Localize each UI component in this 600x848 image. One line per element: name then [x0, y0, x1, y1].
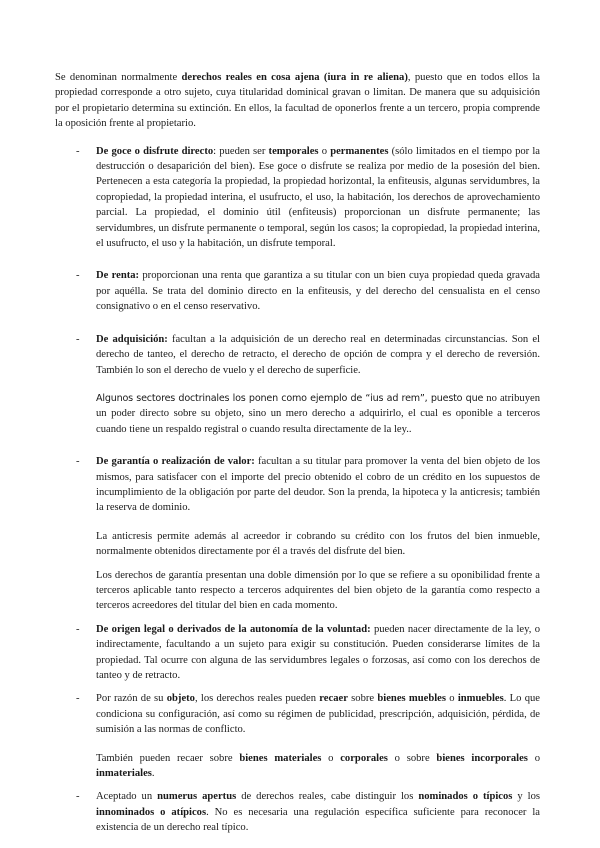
text: , los derechos reales pueden	[194, 693, 320, 705]
anticresis-paragraph: La anticresis permite además al acreedor ir cobrando su crédito con los frutos del bien inmueble, normalmente obtenidos directamente por él a través del disfrute del bien.	[96, 530, 540, 558]
term: corporales	[340, 752, 388, 764]
text: También pueden recaer sobre	[96, 752, 240, 764]
objeto-materiales-paragraph	[96, 751, 540, 782]
list-item-renta	[55, 268, 540, 314]
intro-paragraph	[55, 70, 540, 132]
text: o	[321, 752, 341, 764]
term: bienes materiales	[239, 752, 322, 764]
list-item-adquisicion	[55, 332, 540, 437]
renta-paragraph	[96, 268, 540, 314]
text: .	[151, 768, 155, 780]
list-dash: -	[76, 145, 80, 157]
list-item-origen	[55, 622, 540, 684]
list-item-objeto	[55, 691, 540, 781]
term: recaer	[319, 693, 348, 705]
list-dash: -	[76, 623, 80, 635]
list-item-numerus	[55, 789, 540, 835]
term: numerus apertus	[157, 791, 237, 803]
list-dash: -	[76, 270, 80, 282]
term: bienes incorporales	[436, 752, 528, 764]
term: De garantía o realización de valor:	[96, 456, 255, 468]
origen-paragraph	[96, 622, 540, 684]
text: o sobre	[387, 752, 437, 764]
text: . Lo que condiciona su configuración, así como su régimen de publicidad, prescripción, adquisición, pérdida, de sumisión a las normas de conflicto.	[96, 693, 541, 736]
term: De origen legal o derivados de la autonomía de la voluntad:	[96, 623, 371, 635]
text: (sólo limitados en el tiempo por la destrucción o desaparición del bien). Ese goce o disfrute se realiza por medio de la posesión del bien. Pertenecen a esta categoría la propiedad, la propiedad horizontal, la enfiteusis, algunas servidumbres, la copropiedad, la propiedad interina, el usufructo, el uso, la habitación, los derechos de aprovechamiento parcial. La propiedad, el dominio útil (enfiteusis) proporcionan un disfrute permanente; las servidumbres, un disfrute permanente o temporal, según los casos; la copropiedad, la propiedad interina, el usufructo, el uso y la habitación, un disfrute temporal.	[96, 145, 541, 250]
garantia-dimension-paragraph: Los derechos de garantía presentan una doble dimensión por lo que se refiere a su oponibilidad frente a terceros aplicable tanto respecto a terceros adquirentes del bien objeto de la garantía como respecto a terceros acreedores del titular del bien en cada momento.	[96, 569, 540, 612]
list-dash: -	[76, 693, 80, 705]
text: proporcionan una renta que garantiza a su titular con un bien cuya propiedad queda gravada por aquélla. Se trata del dominio directo en la enfiteusis, y del derecho del censualista en el censo consignativo o en el censo reservativo.	[96, 270, 540, 313]
text: no atribuyen un poder directo sobre su objeto, sino un mero derecho a adquirirlo, el cual es oponible a terceros cuando tiene un respaldo registral o cuando resulta directamente de la ley..	[96, 392, 540, 435]
list-dash: -	[76, 333, 80, 345]
text: . No es necesaria una regulación específica suficiente para reconocer la existencia de un derecho real típico.	[96, 806, 540, 834]
text: : pueden ser	[213, 145, 269, 157]
intro-text: Se denominan normalmente	[55, 72, 182, 83]
numerus-paragraph	[96, 789, 540, 835]
text: Algunos sectores doctrinales los ponen como ejemplo de “ius ad rem”, puesto que	[96, 392, 484, 404]
intro-term: derechos reales en cosa ajena (iura in re aliena)	[181, 72, 408, 83]
text: facultan a su titular para promover la venta del bien objeto de los mismos, para satisfacer con el importe del precio obtenido el cobro de un crédito en los supuestos de incumplimiento de la obligación por parte del deudor. Son la prenda, la hipoteca y la anticresis; también la reserva de dominio.	[96, 456, 540, 514]
text: sobre	[347, 693, 378, 705]
term: inmuebles	[457, 693, 504, 705]
list-dash: -	[76, 456, 80, 468]
term: temporales	[268, 145, 319, 157]
term: inmateriales	[96, 768, 152, 780]
goce-paragraph	[96, 144, 540, 252]
term: permanentes	[330, 145, 389, 157]
term: innominados o atípicos	[96, 806, 207, 818]
term: De adquisición:	[96, 333, 168, 345]
term: objeto	[166, 693, 195, 705]
text: pueden nacer directamente de la ley, o indirectamente, facultando a un sujeto para exigir su constitución. Pueden considerarse límites de la propiedad. Tal ocurre con alguna de las servidumbres legales o forzosas, así como con los derechos de tanteo y de retracto.	[96, 623, 541, 681]
document-page	[55, 70, 540, 836]
text: o	[527, 752, 540, 764]
term: De renta:	[96, 270, 140, 282]
text: y los	[512, 791, 540, 803]
adquisicion-note	[96, 391, 540, 437]
adquisicion-paragraph	[96, 332, 540, 378]
text: Aceptado un	[96, 791, 158, 803]
text: o	[318, 145, 331, 157]
list-item-garantia	[55, 454, 540, 614]
term: nominados o típicos	[418, 791, 513, 803]
text: facultan a la adquisición de un derecho real en determinadas circunstancias. Son el derecho de tanteo, el derecho de retracto, el derecho de opción de compra y el derecho de reversión. También lo son el derecho de vuelo y el derecho de superficie.	[96, 333, 540, 376]
list-item-goce	[55, 144, 540, 252]
garantia-paragraph	[96, 454, 540, 516]
text: de derechos reales, cabe distinguir los	[236, 791, 419, 803]
objeto-paragraph	[96, 691, 540, 737]
intro-text: , puesto que en todos ellos la propiedad corresponde a otro sujeto, cuya titularidad dominical gravan o limitan. De manera que su adquisición por el propietario determina su extinción. En ellos, la facultad de oponerlos frente a un tercero, propia comprende la oposición frente al propietario.	[55, 72, 540, 130]
list-dash: -	[76, 791, 80, 803]
text: Por razón de su	[96, 693, 167, 705]
term: bienes muebles	[377, 693, 446, 705]
text: o	[446, 693, 458, 705]
term: De goce o disfrute directo	[96, 145, 214, 157]
